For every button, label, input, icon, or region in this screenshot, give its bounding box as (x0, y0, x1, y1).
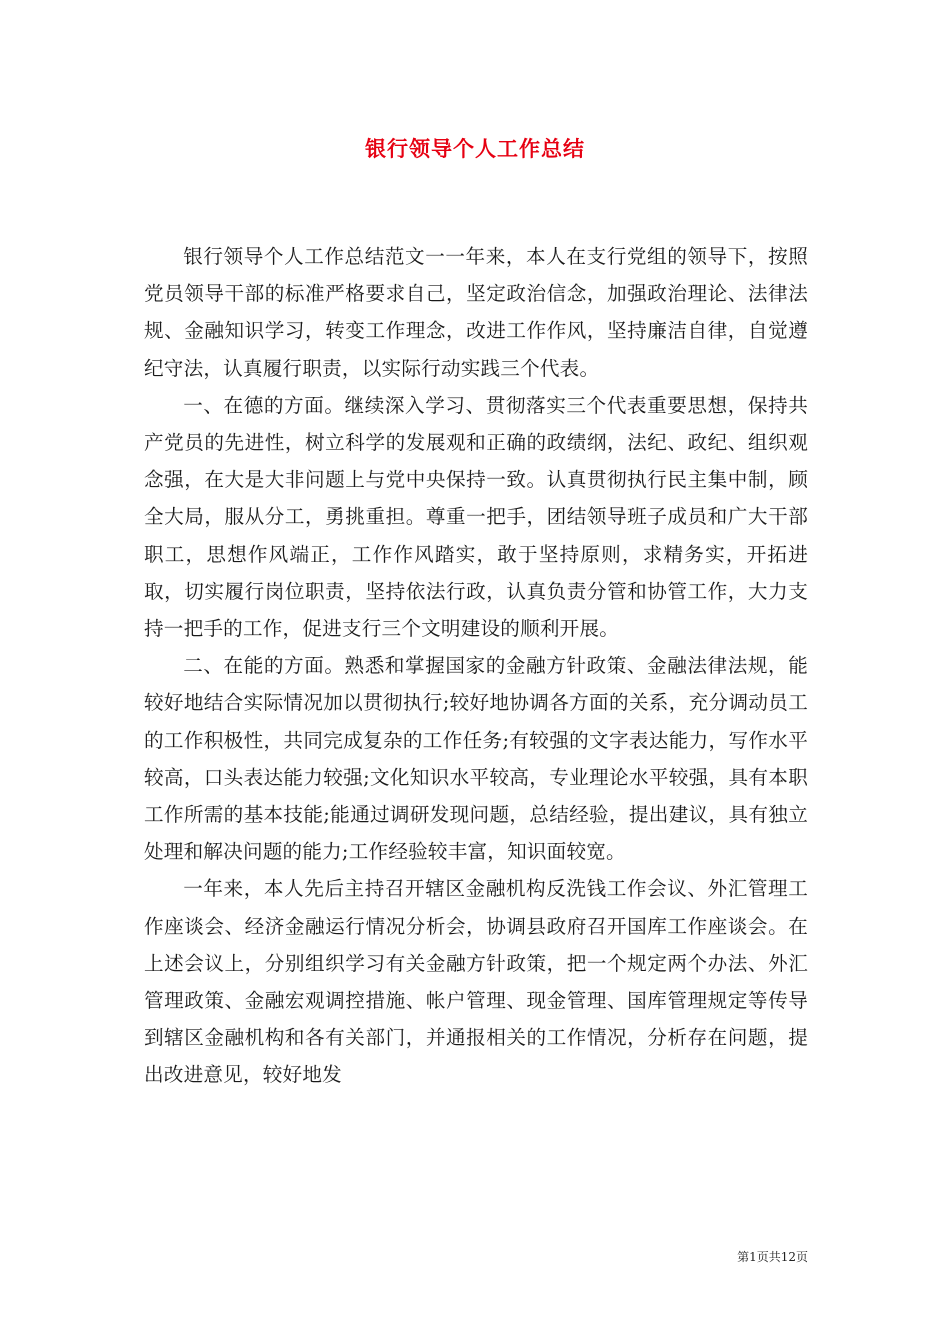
paragraph-ability: 二、在能的方面。熟悉和掌握国家的金融方针政策、金融法律法规，能较好地结合实际情况加以贯彻执行;较好地协调各方面的关系，充分调动员工的工作积极性，共同完成复杂的工作任务;有较强的文字表达能力，写作水平较高，口头表达能力较强;文化知识水平较高，专业理论水平较强，具有本职工作所需的基本技能;能通过调研发现问题，总结经验，提出建议，具有独立处理和解决问题的能力;工作经验较丰富，知识面较宽。 (144, 654, 808, 864)
paragraph-meetings: 一年来，本人先后主持召开辖区金融机构反洗钱工作会议、外汇管理工作座谈会、经济金融运行情况分析会，协调县政府召开国库工作座谈会。在上述会议上，分别组织学习有关金融方针政策，把一个规定两个办法、外汇管理政策、金融宏观调控措施、帐户管理、现金管理、国库管理规定等传导到辖区金融机构和各有关部门，并通报相关的工作情况，分析存在问题，提出改进意见，较好地发 (144, 877, 808, 1087)
paragraph-morality: 一、在德的方面。继续深入学习、贯彻落实三个代表重要思想，保持共产党员的先进性，树立科学的发展观和正确的政绩纲，法纪、政纪、组织观念强，在大是大非问题上与党中央保持一致。认真贯彻执行民主集中制，顾全大局，服从分工，勇挑重担。尊重一把手，团结领导班子成员和广大干部职工，思想作风端正，工作作风踏实，敢于坚持原则，求精务实，开拓进取，切实履行岗位职责，坚持依法行政，认真负责分管和协管工作，大力支持一把手的工作，促进支行三个文明建设的顺利开展。 (144, 393, 808, 641)
page-number: 第1页共12页 (737, 1250, 808, 1264)
paragraph-intro: 银行领导个人工作总结范文一一年来，本人在支行党组的领导下，按照党员领导干部的标准严格要求自己，坚定政治信念，加强政治理论、法律法规、金融知识学习，转变工作理念，改进工作作风，坚持廉洁自律，自觉遵纪守法，认真履行职责，以实际行动实践三个代表。 (144, 245, 808, 380)
document-body (144, 238, 808, 1094)
document-title: 银行领导个人工作总结 (365, 136, 585, 161)
